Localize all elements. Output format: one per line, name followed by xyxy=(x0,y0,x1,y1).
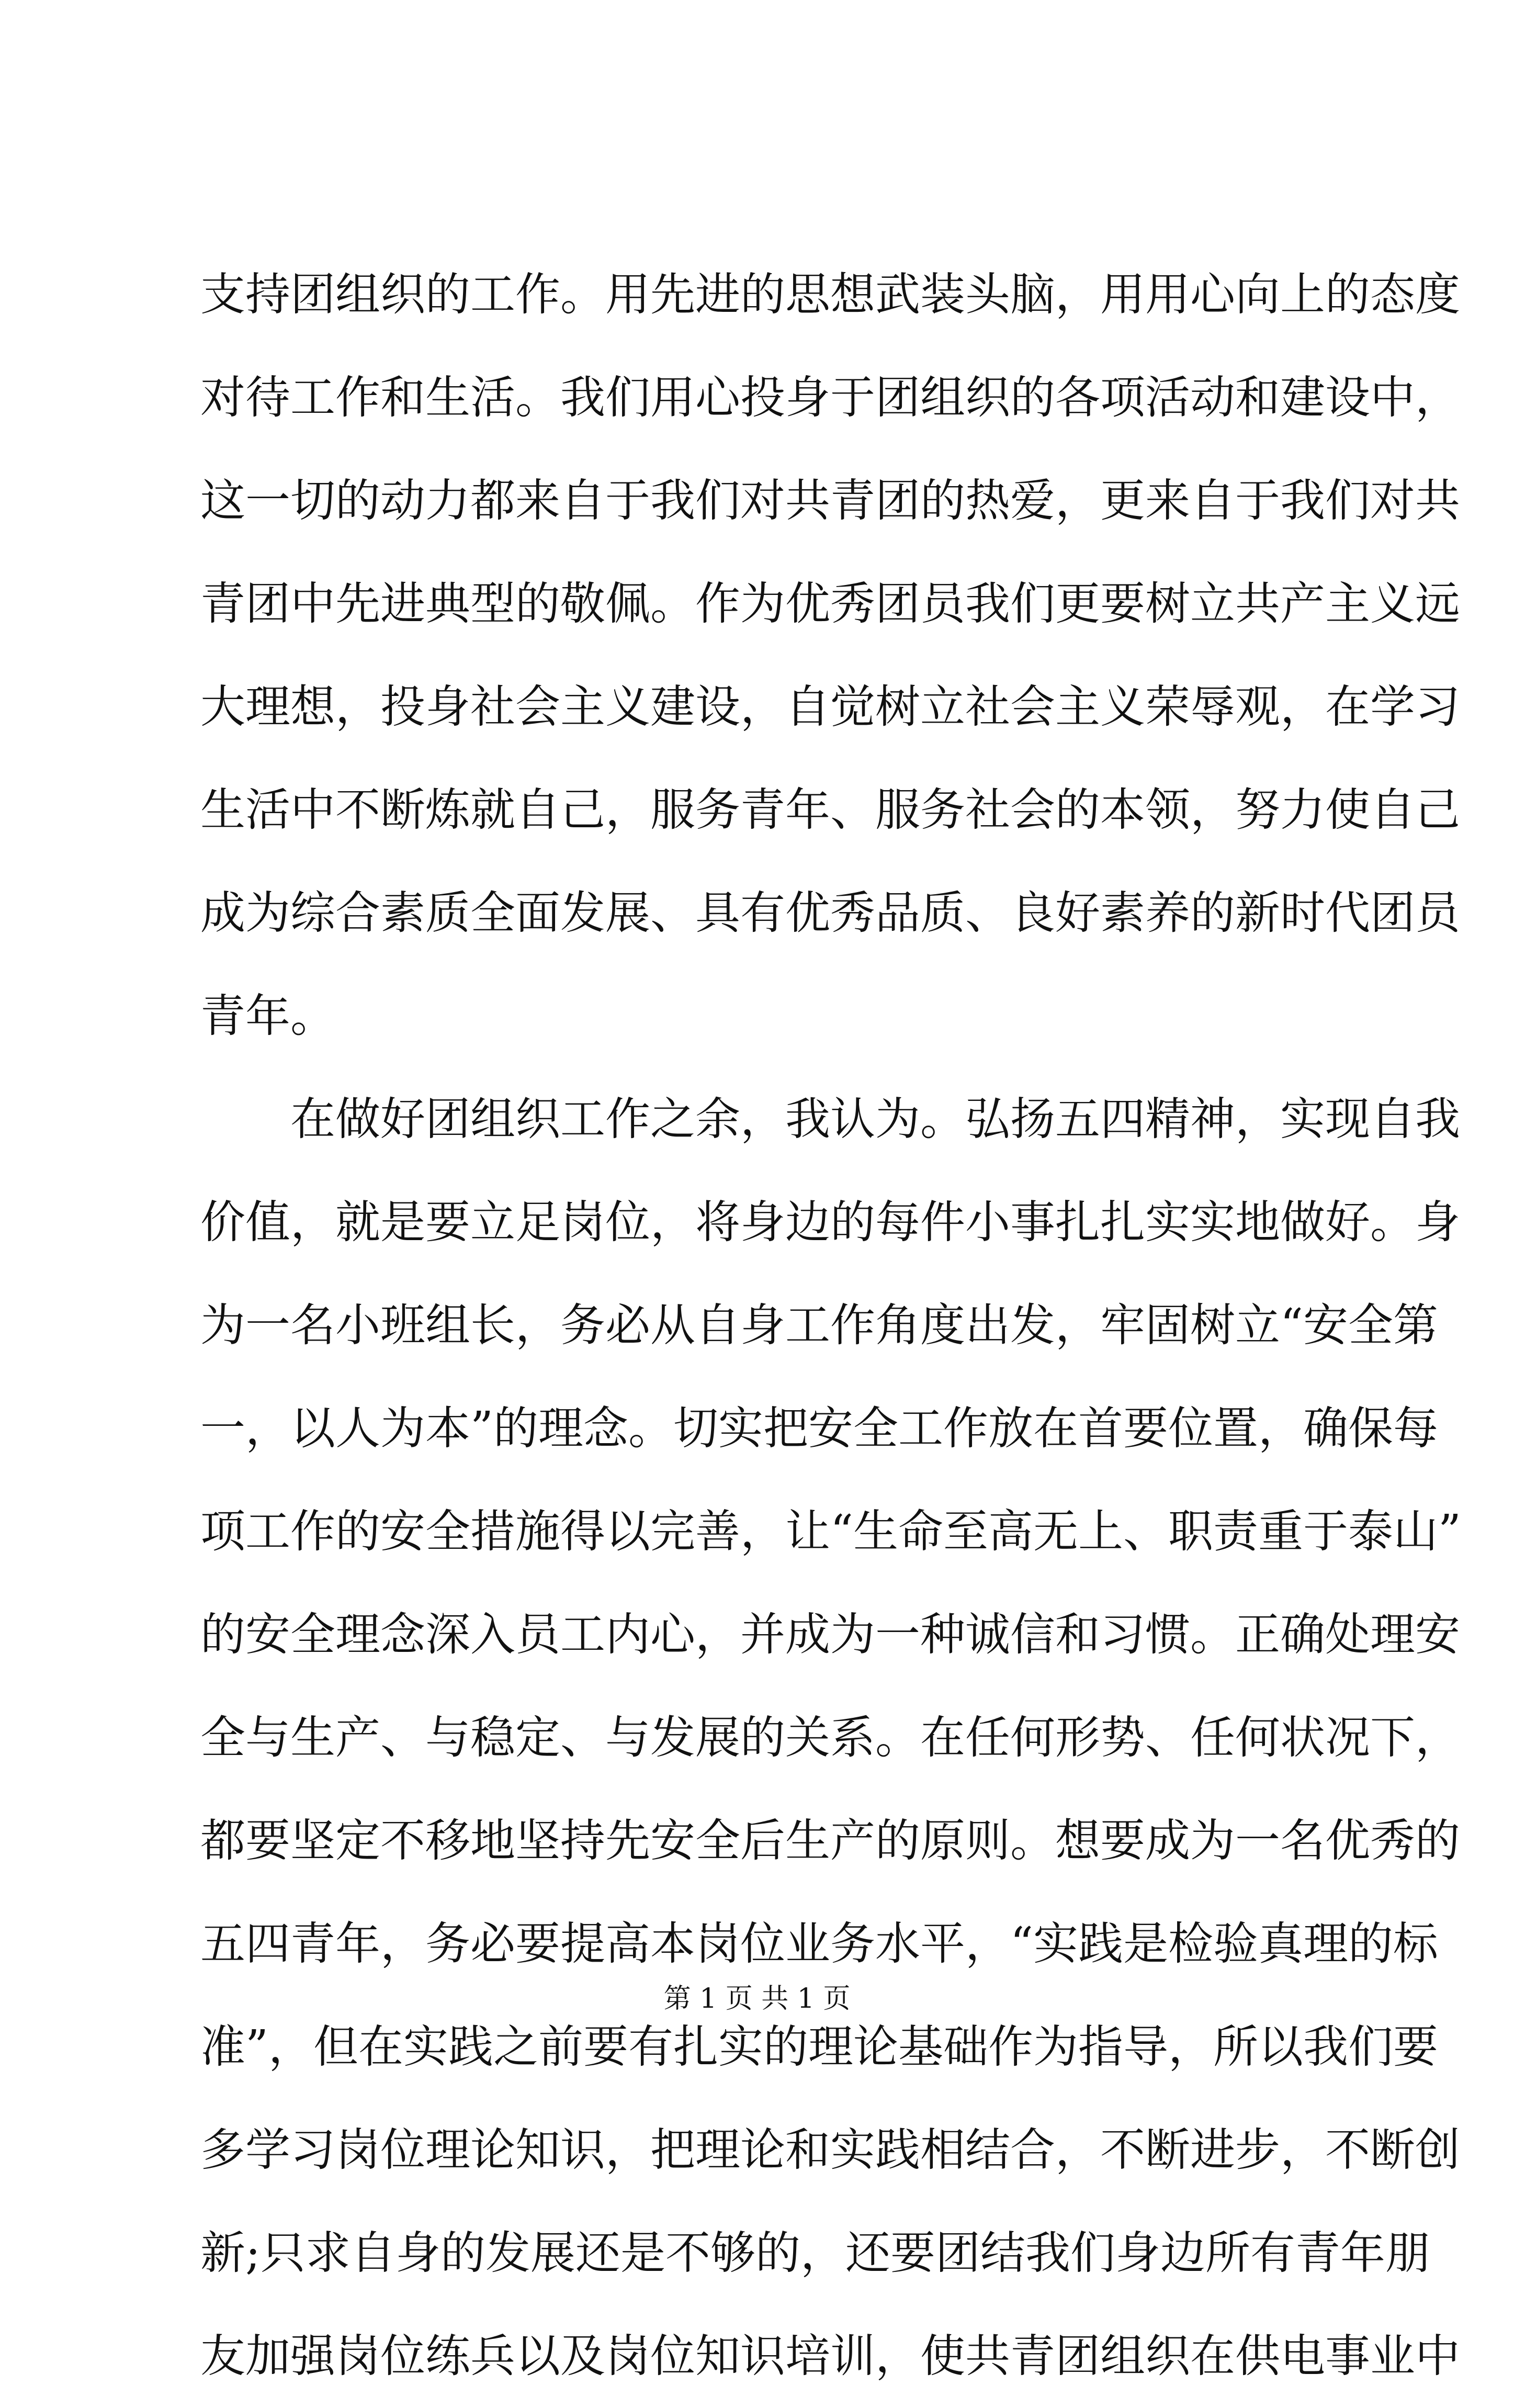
document-body xyxy=(200,243,1461,2408)
text-line: 生活中不断炼就自己，服务青年、服务社会的本领，努力使自己 xyxy=(200,784,1460,836)
text-line: 在做好团组织工作之余，我认为。弘扬五四精神，实现自我 xyxy=(290,1093,1460,1145)
paragraph-1 xyxy=(200,243,1460,1068)
text-line: 对待工作和生活。我们用心投身于团组织的各项活动和建设中， xyxy=(200,372,1460,424)
text-line: 多学习岗位理论知识，把理论和实践相结合，不断进步，不断创 xyxy=(200,2124,1460,2176)
text-line: 五四青年，务必要提高本岗位业务水平，“实践是检验真理的标 xyxy=(200,1918,1438,1970)
text-line: 大理想，投身社会主义建设，自觉树立社会主义荣辱观，在学习 xyxy=(200,681,1460,733)
text-line: 这一切的动力都来自于我们对共青团的热爱，更来自于我们对共 xyxy=(200,475,1460,527)
text-line: 项工作的安全措施得以完善，让“生命至高无上、职责重于泰山” xyxy=(200,1505,1461,1558)
page-number-label: 第 1 页 共 1 页 xyxy=(663,1983,851,2015)
text-line: 成为综合素质全面发展、具有优秀品质、良好素养的新时代团员 xyxy=(200,887,1460,939)
text-line: 准”，但在实践之前要有扎实的理论基础作为指导，所以我们要 xyxy=(200,2021,1438,2073)
text-line: 价值，就是要立足岗位，将身边的每件小事扎扎实实地做好。身 xyxy=(200,1196,1460,1248)
text-line: 支持团组织的工作。用先进的思想武装头脑，用用心向上的态度 xyxy=(200,268,1460,321)
text-line: 都要坚定不移地坚持先安全后生产的原则。想要成为一名优秀的 xyxy=(200,1815,1460,1867)
text-line: 全与生产、与稳定、与发展的关系。在任何形势、任何状况下， xyxy=(200,1712,1460,1764)
page-footer xyxy=(0,1978,1514,2020)
text-line: 的安全理念深入员工内心，并成为一种诚信和习惯。正确处理安 xyxy=(200,1608,1460,1661)
text-line: 青年。 xyxy=(200,990,335,1042)
text-line: 友加强岗位练兵以及岗位知识培训，使共青团组织在供电事业中 xyxy=(200,2330,1460,2382)
paragraph-2 xyxy=(200,1068,1461,2408)
text-line: 新;只求自身的发展还是不够的，还要团结我们身边所有青年朋 xyxy=(200,2227,1430,2279)
text-line: 青团中先进典型的敬佩。作为优秀团员我们更要树立共产主义远 xyxy=(200,578,1460,630)
text-line: 为一名小班组长，务必从自身工作角度出发，牢固树立“安全第 xyxy=(200,1299,1438,1352)
text-line: 一，以人为本”的理念。切实把安全工作放在首要位置，确保每 xyxy=(200,1402,1438,1455)
